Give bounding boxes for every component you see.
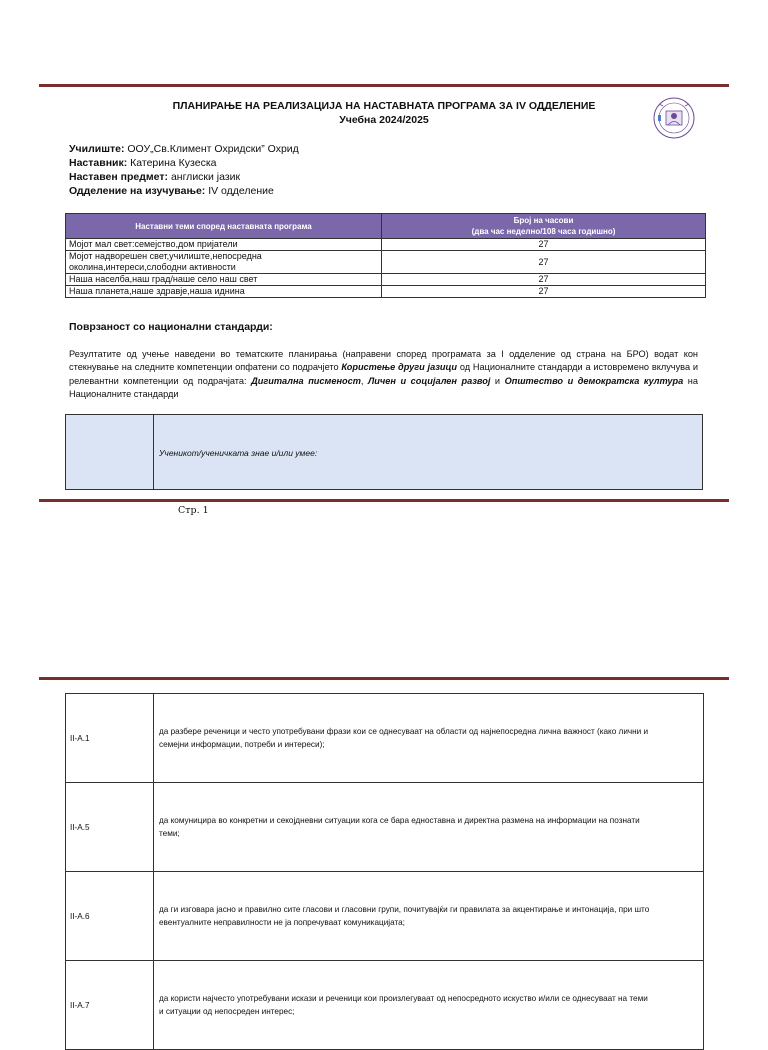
description-line: теми; — [159, 829, 180, 838]
teacher-value: Катерина Кузеска — [127, 157, 217, 169]
topic-cell — [66, 239, 382, 251]
topic-cell — [66, 251, 382, 274]
standard-code: II-А.6 — [66, 872, 154, 961]
competence-area-languages: Користење други јазици — [341, 362, 458, 373]
hours-header-line-2: (два час неделно/108 часа годишно) — [471, 227, 616, 236]
standards-paragraph — [69, 348, 698, 401]
table-row — [66, 961, 704, 1050]
description-line: да разбере реченици и често употребувани фрази кои се однесуваат на области од најнепосредна лична важност (како лични и — [159, 727, 649, 736]
topic-text-continued: околина,интереси,слободни активности — [69, 262, 236, 272]
standard-description — [154, 783, 704, 872]
topic-cell — [66, 274, 382, 286]
grade-value: IV одделение — [205, 185, 274, 197]
school-label: Училиште: — [69, 143, 125, 155]
standard-description — [154, 694, 704, 783]
description-line: да ги изговара јасно и правилно сите гласови и гласовни групи, почитувајќи ги правилата за акцентирање и интонација, при што — [159, 905, 650, 914]
description-line: семејни информации, потреби и интереси); — [159, 740, 325, 749]
box-divider — [153, 415, 154, 489]
standard-description — [154, 872, 704, 961]
page-end-rule — [39, 499, 729, 502]
box-intro-text: Ученикот/ученичката знае и/или умее: — [159, 448, 318, 458]
topics-header-hours — [382, 214, 706, 239]
standard-code: II-А.1 — [66, 694, 154, 783]
topics-header-row — [66, 214, 706, 239]
description-line: и ситуации од непосреден интерес; — [159, 1007, 295, 1016]
description-line: евентуалните неправилности не ја попречуваат комуникацијата; — [159, 918, 405, 927]
grade-label: Одделение на изучување: — [69, 185, 206, 197]
standard-code: II-А.7 — [66, 961, 154, 1050]
standard-code: II-А.5 — [66, 783, 154, 872]
topics-table — [65, 213, 706, 298]
table-row — [66, 251, 706, 274]
topic-cell — [66, 286, 382, 298]
separator-text: , — [360, 375, 368, 386]
paragraph-text: Резултатите од учење наведени во тематските планирања (направени според програмата за I одделение од страна на БРО) водат кон стекнување на следните компетенции опфатени со подрачјето — [69, 349, 698, 373]
hours-cell: 27 — [382, 274, 706, 286]
school-row — [69, 142, 299, 156]
table-row — [66, 872, 704, 961]
competence-area-personal: Личен и социјален развој — [368, 375, 491, 386]
standards-heading: Поврзаност со национални стандарди: — [69, 321, 273, 333]
school-value: ООУ„Св.Климент Охридски” Охрид — [124, 143, 299, 155]
table-row — [66, 783, 704, 872]
paragraph-text: од Националните стандарди а истовремено вклучува и релевантни компетенции од подрачјата: — [69, 362, 698, 386]
title-line-1: ПЛАНИРАЊЕ НА РЕАЛИЗАЦИЈА НА НАСТАВНАТА ПРОГРАМА ЗА IV ОДДЕЛЕНИЕ — [172, 100, 596, 112]
hours-cell: 27 — [382, 286, 706, 298]
teacher-label: Наставник: — [69, 157, 128, 169]
description-line: да комуницира во конкретни и секојдневни ситуации кога се бара едноставна и директна размена на информации на познати — [159, 816, 640, 825]
table-row — [66, 694, 704, 783]
topic-text: Наша населба,наш град/наше село наш свет — [69, 274, 258, 284]
grade-row — [69, 184, 299, 198]
topics-header-topic: Наставни теми според наставната програма — [66, 214, 382, 239]
competence-area-society: Општество и демократска култура — [504, 375, 684, 386]
teacher-row — [69, 156, 299, 170]
subject-value: англиски јазик — [168, 171, 241, 183]
description-line: да користи најчесто употребувани искази и реченици кои произлегуваат од непосредното искуство и/или се однесуваат на теми — [159, 994, 648, 1003]
competence-area-digital: Дигитална писменост — [251, 375, 361, 386]
standards-table — [65, 693, 704, 1050]
table-row — [66, 286, 706, 298]
hours-cell: 27 — [382, 251, 706, 274]
school-seal-logo — [650, 96, 698, 140]
paragraph-text: на Националните стандарди — [69, 375, 698, 399]
topic-text: Мојот надворешен свет,училиште,непосредна — [69, 251, 262, 261]
next-page-rule — [39, 677, 729, 680]
subject-label: Наставен предмет: — [69, 171, 169, 183]
standard-description — [154, 961, 704, 1050]
title-line-2: Учебна 2024/2025 — [339, 114, 429, 126]
standards-intro-box — [65, 414, 703, 490]
table-row — [66, 239, 706, 251]
hours-header-line-1: Број на часови — [513, 216, 574, 225]
subject-row — [69, 170, 299, 184]
topic-text: Наша планета,наше здравје,наша иднина — [69, 286, 245, 296]
hours-cell: 27 — [382, 239, 706, 251]
table-row — [66, 274, 706, 286]
topic-text: Мојот мал свет:семејство,дом пријатели — [69, 239, 238, 249]
page-number: Стр. 1 — [178, 505, 209, 516]
document-meta — [69, 142, 299, 198]
separator-text: и — [490, 375, 505, 386]
top-rule — [39, 84, 729, 87]
